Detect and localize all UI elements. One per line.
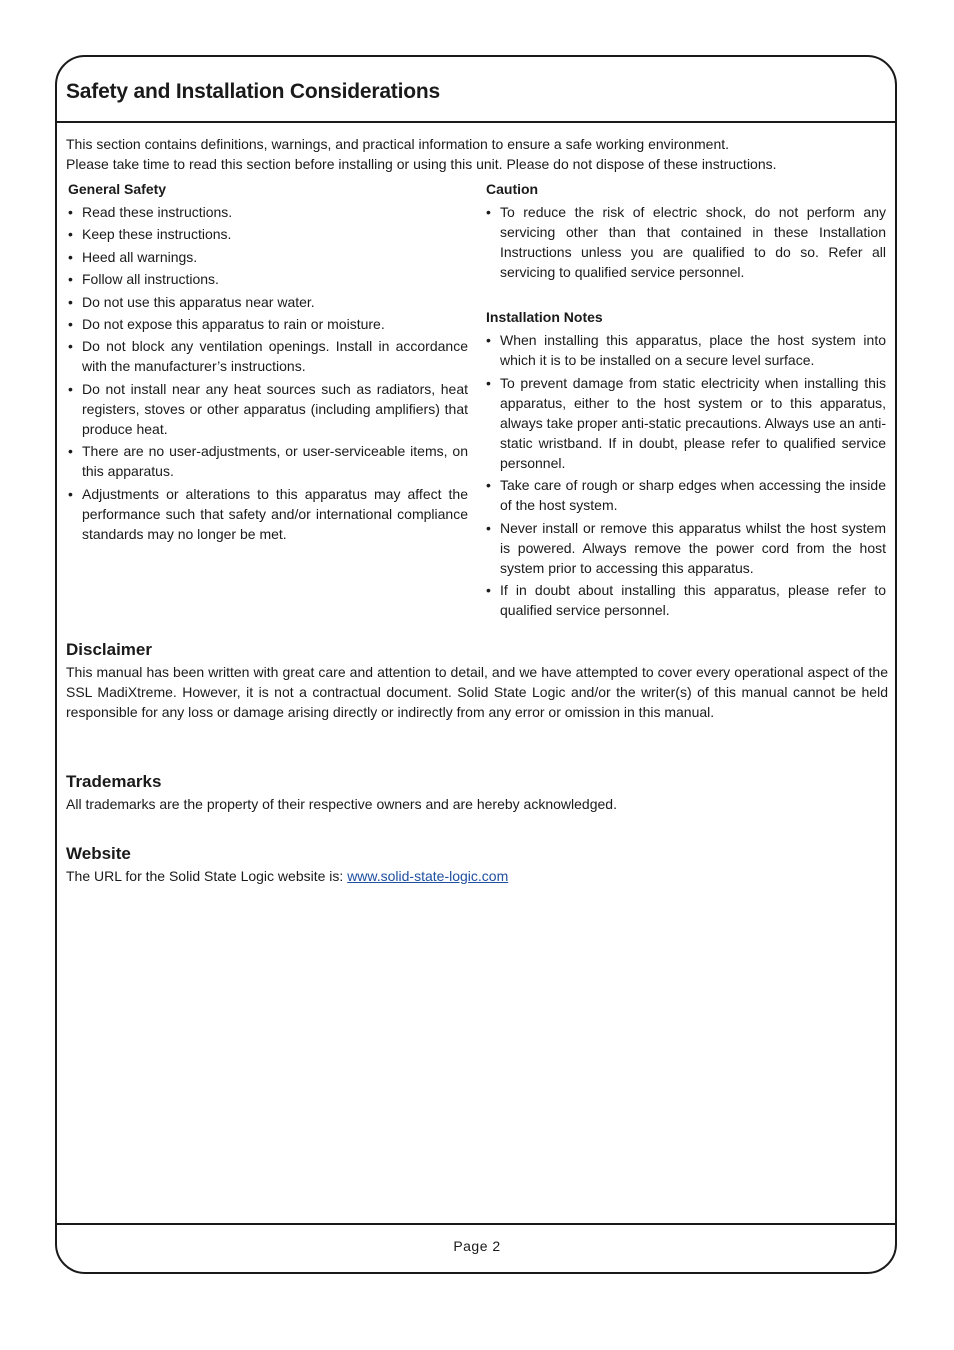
installation-notes-list: [486, 330, 886, 620]
intro-line: Please take time to read this section before installing or using this unit. Please do not dispose of these instructions.: [66, 156, 777, 172]
footer-divider: [55, 1223, 897, 1225]
installation-notes-heading: Installation Notes: [486, 309, 603, 326]
page-number: Page 2: [453, 1238, 501, 1254]
list-item: • Keep these instructions.: [68, 224, 468, 244]
list-item: • Follow all instructions.: [68, 269, 468, 289]
website-text: The URL for the Solid State Logic website is:: [66, 868, 348, 884]
list-item: • To reduce the risk of electric shock, do not perform any servicing other than that contained in these Installation Instructions unless you are qualified to do so. Refer all servicing to qualified service personnel.: [486, 202, 886, 282]
general-safety-list: [68, 202, 468, 544]
intro-text: [66, 134, 888, 174]
website-link[interactable]: www.solid-state-logic.com: [347, 868, 509, 884]
list-item: • Do not install near any heat sources such as radiators, heat registers, stoves or other apparatus (including amplifiers) that produce heat.: [68, 379, 468, 439]
list-item: • Heed all warnings.: [68, 247, 468, 267]
trademarks-text: All trademarks are the property of their respective owners and are hereby acknowledged.: [66, 796, 617, 812]
disclaimer-heading: Disclaimer: [66, 640, 152, 659]
disclaimer-text: This manual has been written with great care and attention to detail, and we have attempted to cover every operational aspect of the SSL MadiXtreme. However, it is not a contractual document. Solid State Logic and/or the writer(s) of this manual cannot be held responsible for any loss or damage arising directly or indirectly from any error or omission in this manual.: [66, 664, 888, 720]
trademarks-heading: Trademarks: [66, 772, 162, 791]
list-item: • Adjustments or alterations to this apparatus may affect the performance such that safety and/or international compliance standards may no longer be met.: [68, 484, 468, 544]
list-item: • Do not expose this apparatus to rain or moisture.: [68, 314, 468, 334]
list-item: • Never install or remove this apparatus whilst the host system is powered. Always remove the power cord from the host system prior to accessing this apparatus.: [486, 518, 886, 578]
disclaimer-section: [66, 640, 888, 722]
list-item: • If in doubt about installing this apparatus, please refer to qualified service personnel.: [486, 580, 886, 620]
caution-heading: Caution: [486, 181, 539, 197]
header-divider: [55, 121, 897, 123]
intro-line: This section contains definitions, warnings, and practical information to ensure a safe working environment.: [66, 136, 730, 152]
list-item: • There are no user-adjustments, or user-serviceable items, on this apparatus.: [68, 441, 468, 481]
list-item: • To prevent damage from static electricity when installing this apparatus, either to the host system or to this apparatus, always take proper anti-static precautions. Always use an anti-static wristband. If in doubt, please refer to qualified service personnel.: [486, 373, 886, 473]
left-column: [68, 180, 468, 546]
list-item: • Take care of rough or sharp edges when accessing the inside of the host system.: [486, 475, 886, 515]
list-item: • When installing this apparatus, place the host system into which it is to be installed on a secure level surface.: [486, 330, 886, 370]
list-item: • Read these instructions.: [68, 202, 468, 222]
right-column: [486, 180, 886, 622]
caution-list: [486, 202, 886, 282]
list-item: • Do not block any ventilation openings. Install in accordance with the manufacturer’s instructions.: [68, 336, 468, 376]
website-line: [66, 866, 888, 886]
trademarks-section: [66, 772, 888, 814]
page-title: Safety and Installation Considerations: [66, 80, 440, 103]
website-heading: Website: [66, 844, 131, 863]
list-item: • Do not use this apparatus near water.: [68, 292, 468, 312]
website-section: [66, 844, 888, 886]
general-safety-heading: General Safety: [68, 181, 167, 197]
